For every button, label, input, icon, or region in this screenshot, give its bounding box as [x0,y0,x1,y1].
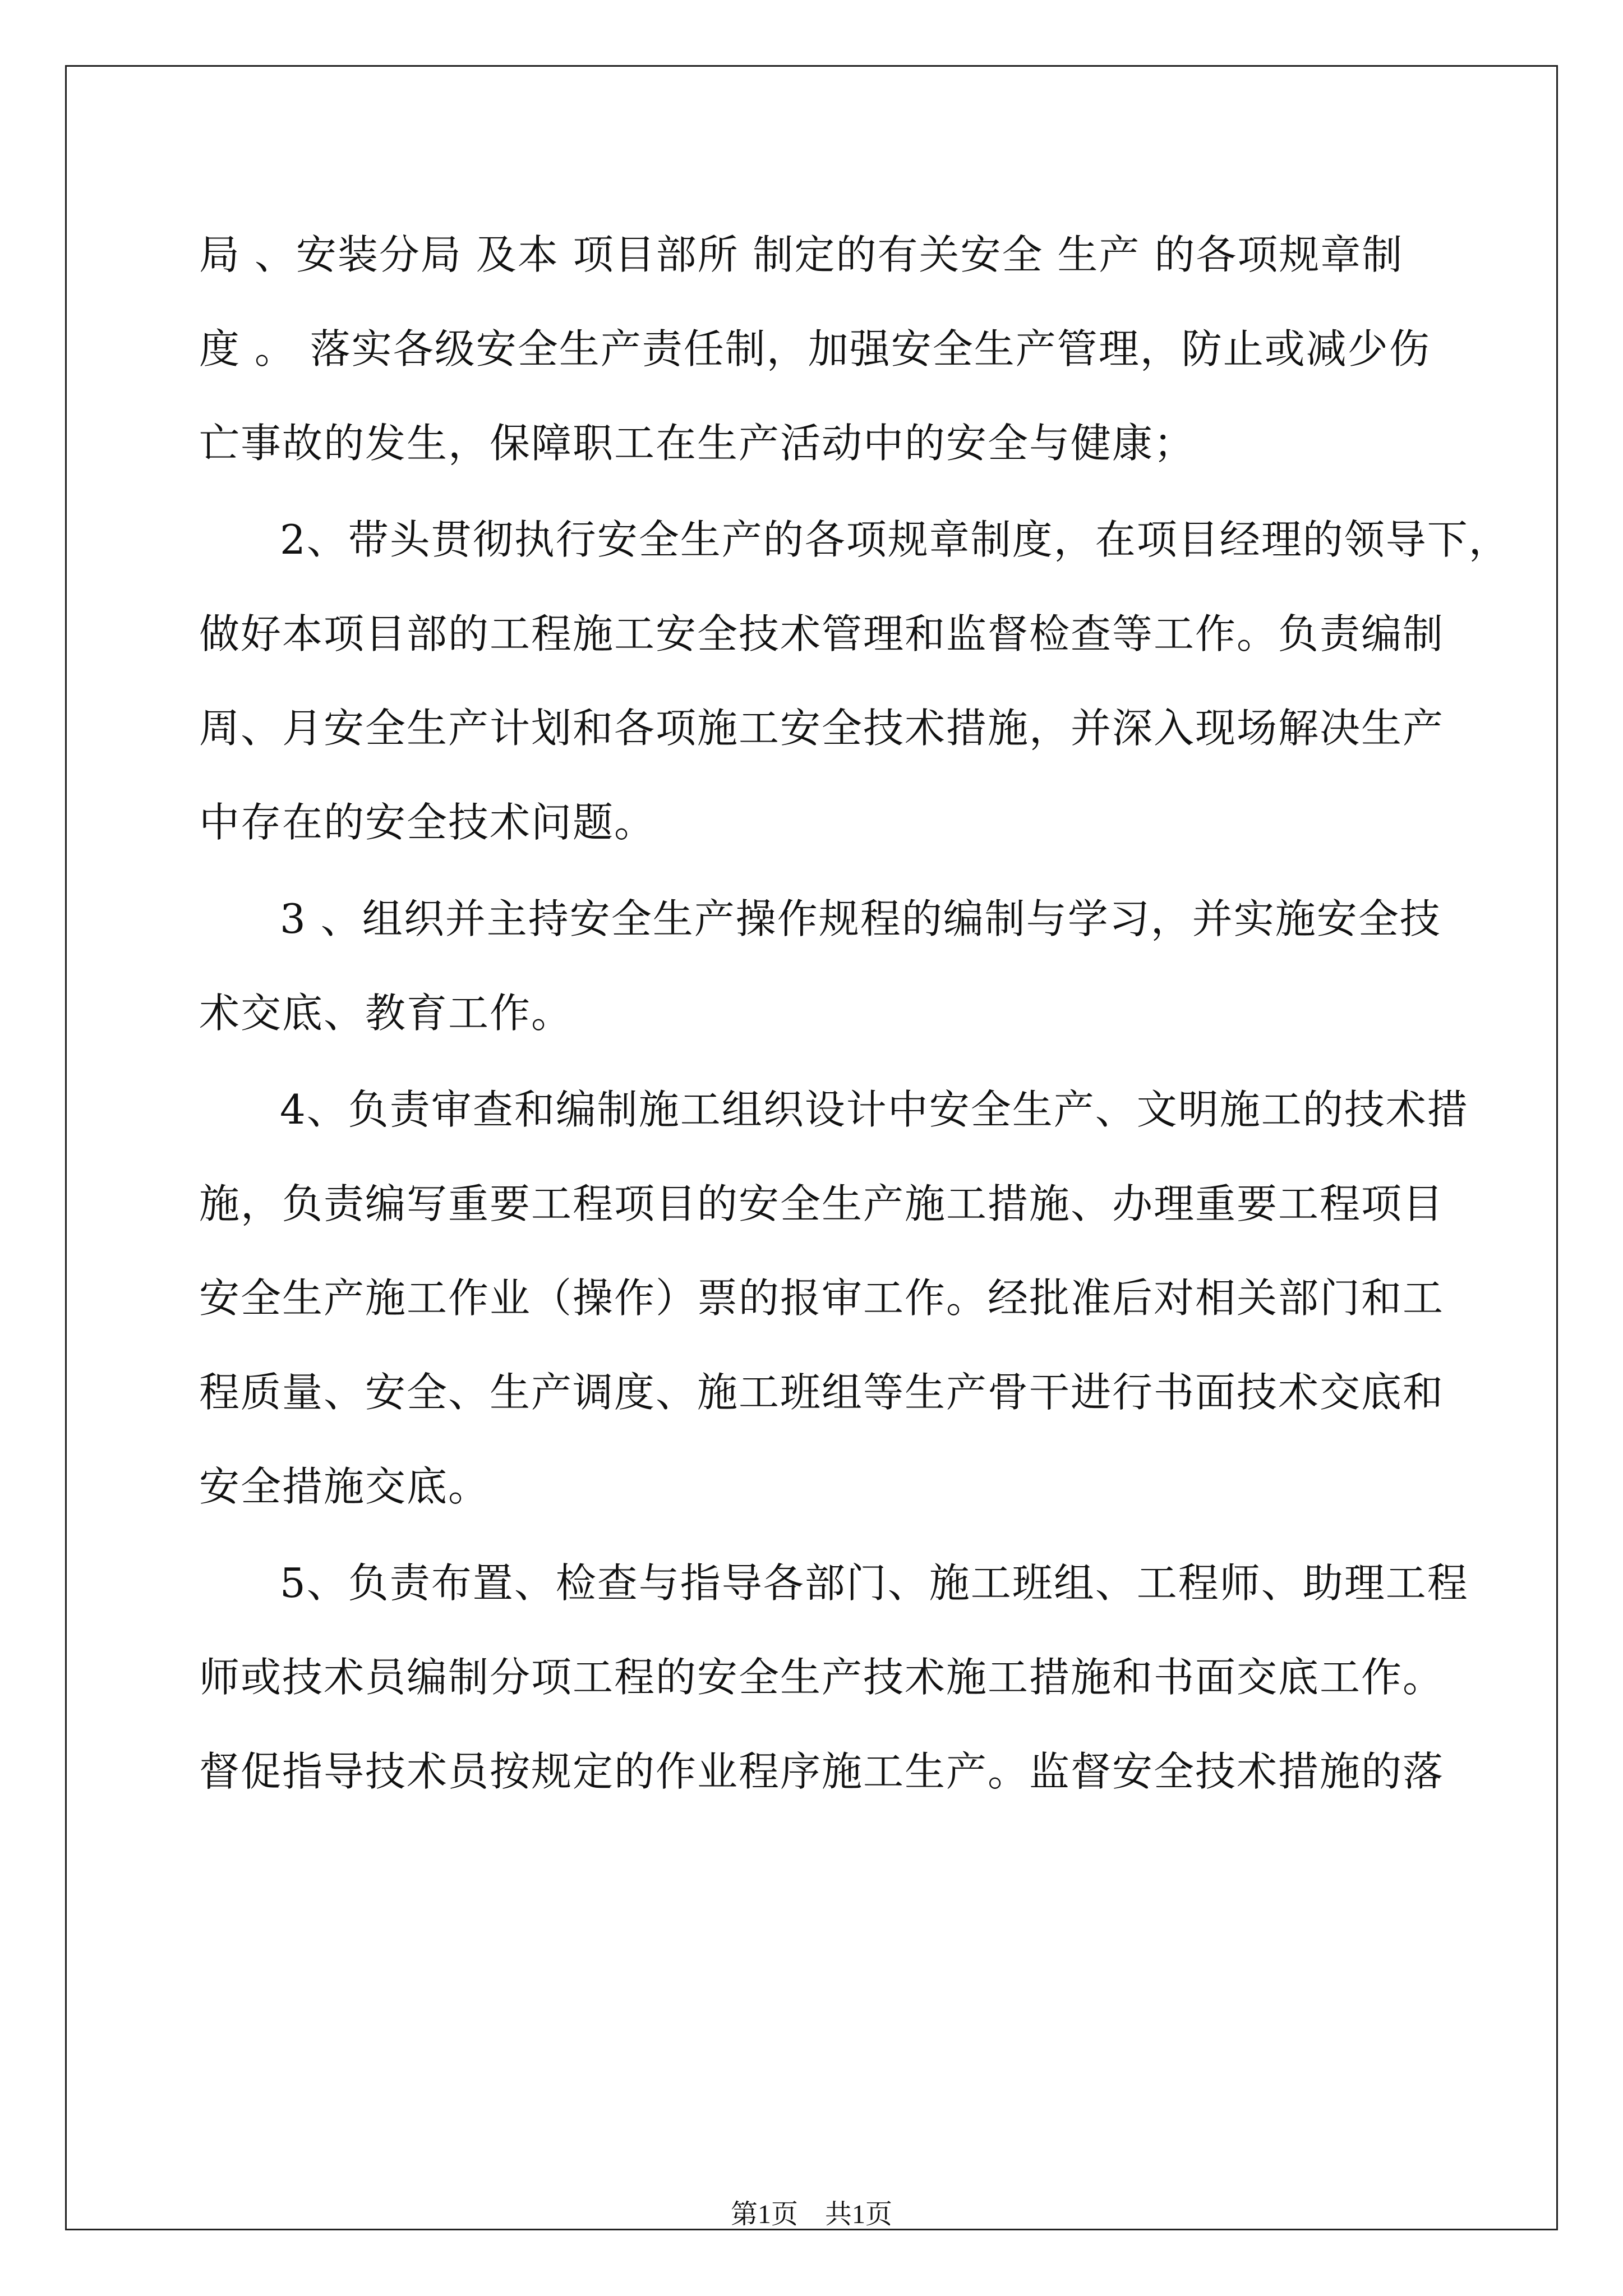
text-line: 安全措施交底。 [199,1463,490,1510]
document-body [199,208,1510,1819]
text-line: 师或技术员编制分项工程的安全生产技术施工措施和书面交底工作。 [199,1654,1445,1701]
paragraph [199,1062,1469,1534]
text-line: 2、带头贯彻执行安全生产的各项规章制度，在项目经理的领导下， [280,516,1510,563]
text-line: 安全生产施工作业（操作）票的报审工作。经批准后对相关部门和工 [199,1274,1445,1322]
text-line: 术交底、教育工作。 [199,990,573,1037]
paragraph [199,1536,1469,1819]
text-line: 做好本项目部的工程施工安全技术管理和监督检查等工作。负责编制 [199,610,1445,657]
text-line: 亡事故的发生，保障职工在生产活动中的安全与健康； [199,420,1196,467]
text-line: 中存在的安全技术问题。 [199,799,656,846]
text-line: 4、负责审查和编制施工组织设计中安全生产、文明施工的技术措 [280,1086,1469,1133]
text-line: 3 、组织并主持安全生产操作规程的编制与学习，并实施安全技 [280,895,1441,942]
text-line: 施，负责编写重要工程项目的安全生产施工措施、办理重要工程项目 [199,1180,1445,1227]
paragraph [199,208,1431,490]
text-line: 度 。 落实各级安全生产责任制，加强安全生产管理，防止或减少伤 [199,325,1431,372]
page-number-footer: 第1页 共1页 [730,2200,892,2229]
text-line: 督促指导技术员按规定的作业程序施工生产。监督安全技术措施的落 [199,1748,1445,1795]
text-line: 5、负责布置、检查与指导各部门、施工班组、工程师、助理工程 [280,1559,1469,1607]
text-line: 局 、安装分局 及本 项目部所 制定的有关安全 生产 的各项规章制 [199,231,1404,278]
paragraph [199,493,1510,869]
text-line: 周、月安全生产计划和各项施工安全技术措施，并深入现场解决生产 [199,705,1445,752]
paragraph [199,872,1441,1060]
text-line: 程质量、安全、生产调度、施工班组等生产骨干进行书面技术交底和 [199,1369,1445,1416]
